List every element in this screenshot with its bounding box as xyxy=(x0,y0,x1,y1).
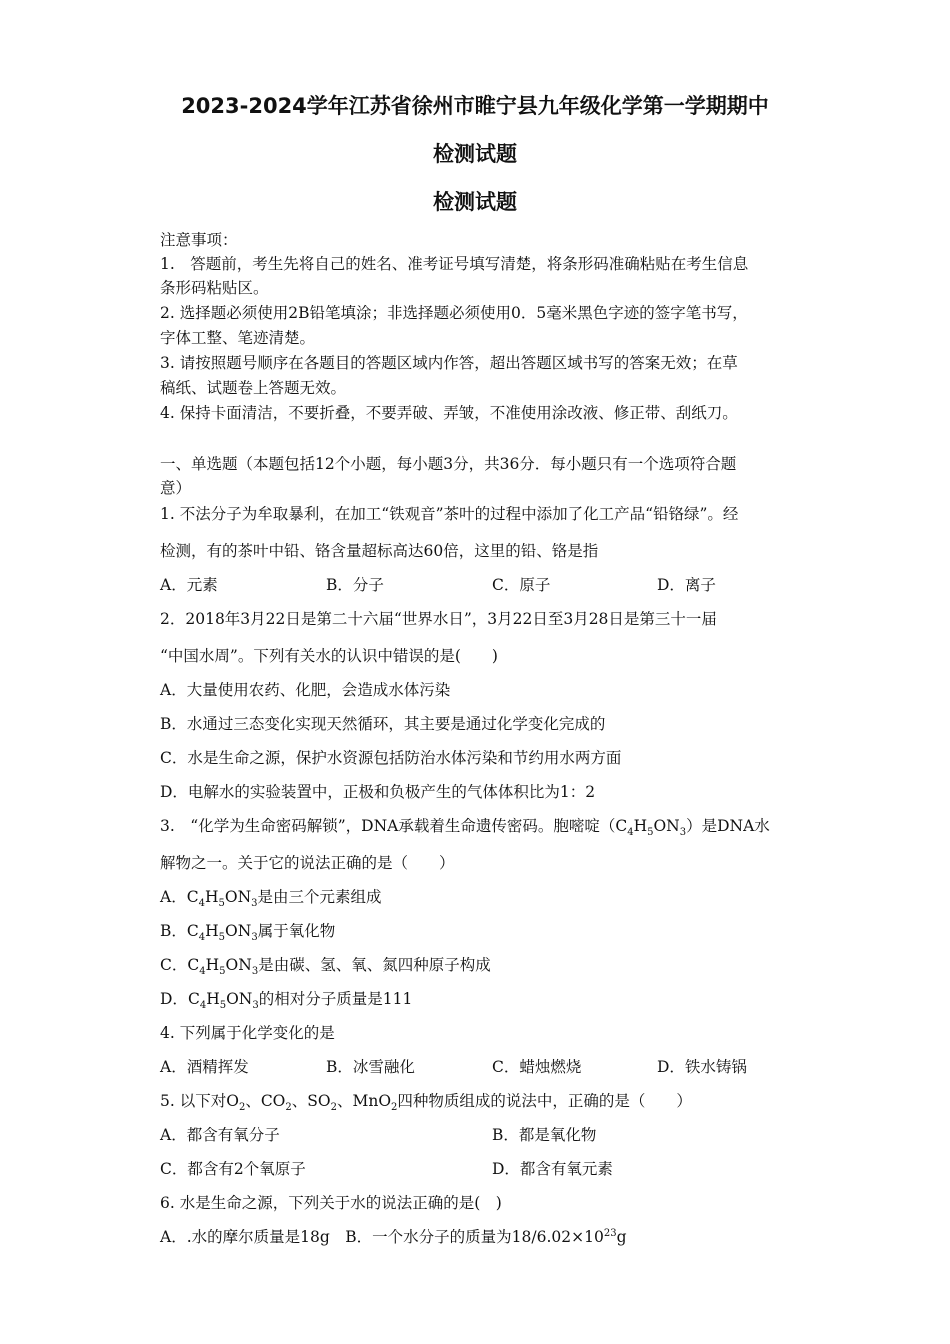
page-subtitle: 检测试题 xyxy=(433,190,517,214)
q4-option-c[interactable]: C．蜡烛燃烧 xyxy=(492,1058,582,1076)
q3-option-d[interactable]: D．$C_4H_5ON_3$的相对分子质量是111 xyxy=(160,990,413,1012)
q1-option-a[interactable]: A．元素 xyxy=(160,576,218,594)
q4-option-d[interactable]: D．铁水铸锅 xyxy=(657,1058,747,1076)
q1-option-b[interactable]: B．分子 xyxy=(326,576,384,594)
q2-option-a[interactable]: A．大量使用农药、化肥，会造成水体污染 xyxy=(160,681,451,699)
q1-option-d[interactable]: D．离子 xyxy=(657,576,716,594)
notice-item: 3. 请按照题号顺序在各题目的答题区域内作答，超出答题区域书写的答案无效；在草 xyxy=(160,354,738,372)
q4-option-b[interactable]: B．冰雪融化 xyxy=(326,1058,415,1076)
notice-item: 4. 保持卡面清洁，不要折叠，不要弄破、弄皱，不准使用涂改液、修正带、刮纸刀。 xyxy=(160,404,738,422)
page-title-line1: 2023-2024学年江苏省徐州市睢宁县九年级化学第一学期期中 xyxy=(181,94,769,118)
q5-option-a[interactable]: A．都含有氧分子 xyxy=(160,1126,280,1144)
q5-stem: 5. 以下对$O_2$、$CO_2$、$SO_2$、MnO$_2$四种物质组成的说法中，正确的是（ ） xyxy=(160,1092,692,1114)
notice-item: 1. 答题前，考生先将自己的姓名、准考证号填写清楚，将条形码准确粘贴在考生信息 xyxy=(160,255,749,273)
q2-option-d[interactable]: D．电解水的实验装置中，正极和负极产生的气体体积比为1：2 xyxy=(160,783,596,801)
q4-stem: 4. 下列属于化学变化的是 xyxy=(160,1024,335,1042)
q6-option-ab[interactable]: A．.水的摩尔质量是18g B．一个水分子的质量为$18/6.02\times 10^{23}g$ xyxy=(160,1227,627,1246)
q2-stem-cont: “中国水周”。下列有关水的认识中错误的是( ) xyxy=(160,647,498,665)
q2-stem: 2．2018年3月22日是第二十六届“世界水日”，3月22日至3月28日是第三十一届 xyxy=(160,610,717,628)
q4-option-a[interactable]: A．酒精挥发 xyxy=(160,1058,249,1076)
page-title-line2: 检测试题 xyxy=(433,142,517,166)
notice-item: 字体工整、笔迹清楚。 xyxy=(160,329,316,347)
q5-option-d[interactable]: D．都含有氧元素 xyxy=(492,1160,613,1178)
q2-option-b[interactable]: B．水通过三态变化实现天然循环，其主要是通过化学变化完成的 xyxy=(160,715,606,733)
q1-stem-cont: 检测，有的茶叶中铅、铬含量超标高达60倍，这里的铅、铬是指 xyxy=(160,542,599,560)
q1-option-c[interactable]: C．原子 xyxy=(492,576,551,594)
q3-stem: 3. “化学为生命密码解锁”，DNA承载着生命遗传密码。胞嘧啶$(C_4H_5ON_3)$是DNA水 xyxy=(160,817,770,839)
q1-stem: 1. 不法分子为牟取暴利，在加工“铁观音”茶叶的过程中添加了化工产品“铅铬绿”。经 xyxy=(160,505,739,523)
notice-item: 2. 选择题必须使用2B铅笔填涂；非选择题必须使用0．5毫米黑色字迹的签字笔书写， xyxy=(160,304,748,322)
q3-stem-cont: 解物之一。关于它的说法正确的是（ ） xyxy=(160,854,455,872)
q3-option-b[interactable]: B．$C_4H_5ON_3$属于氧化物 xyxy=(160,922,336,944)
q2-option-c[interactable]: C．水是生命之源，保护水资源包括防治水体污染和节约用水两方面 xyxy=(160,749,622,767)
q3-option-c[interactable]: C．$C_4H_5ON_3$是由碳、氢、氧、氮四种原子构成 xyxy=(160,956,491,978)
q6-stem: 6. 水是生命之源，下列关于水的说法正确的是( ) xyxy=(160,1194,502,1212)
notice-item: 稿纸、试题卷上答题无效。 xyxy=(160,379,347,397)
section-heading: 一、单选题（本题包括12个小题，每小题3分，共36分．每小题只有一个选项符合题 xyxy=(160,455,737,473)
section-heading-cont: 意） xyxy=(160,479,192,497)
q3-option-a[interactable]: A．$C_4H_5ON_3$是由三个元素组成 xyxy=(160,888,382,910)
notice-heading: 注意事项： xyxy=(160,231,238,249)
q5-option-c[interactable]: C．都含有2个氧原子 xyxy=(160,1160,306,1178)
notice-item: 条形码粘贴区。 xyxy=(160,279,269,297)
q5-option-b[interactable]: B．都是氧化物 xyxy=(492,1126,597,1144)
